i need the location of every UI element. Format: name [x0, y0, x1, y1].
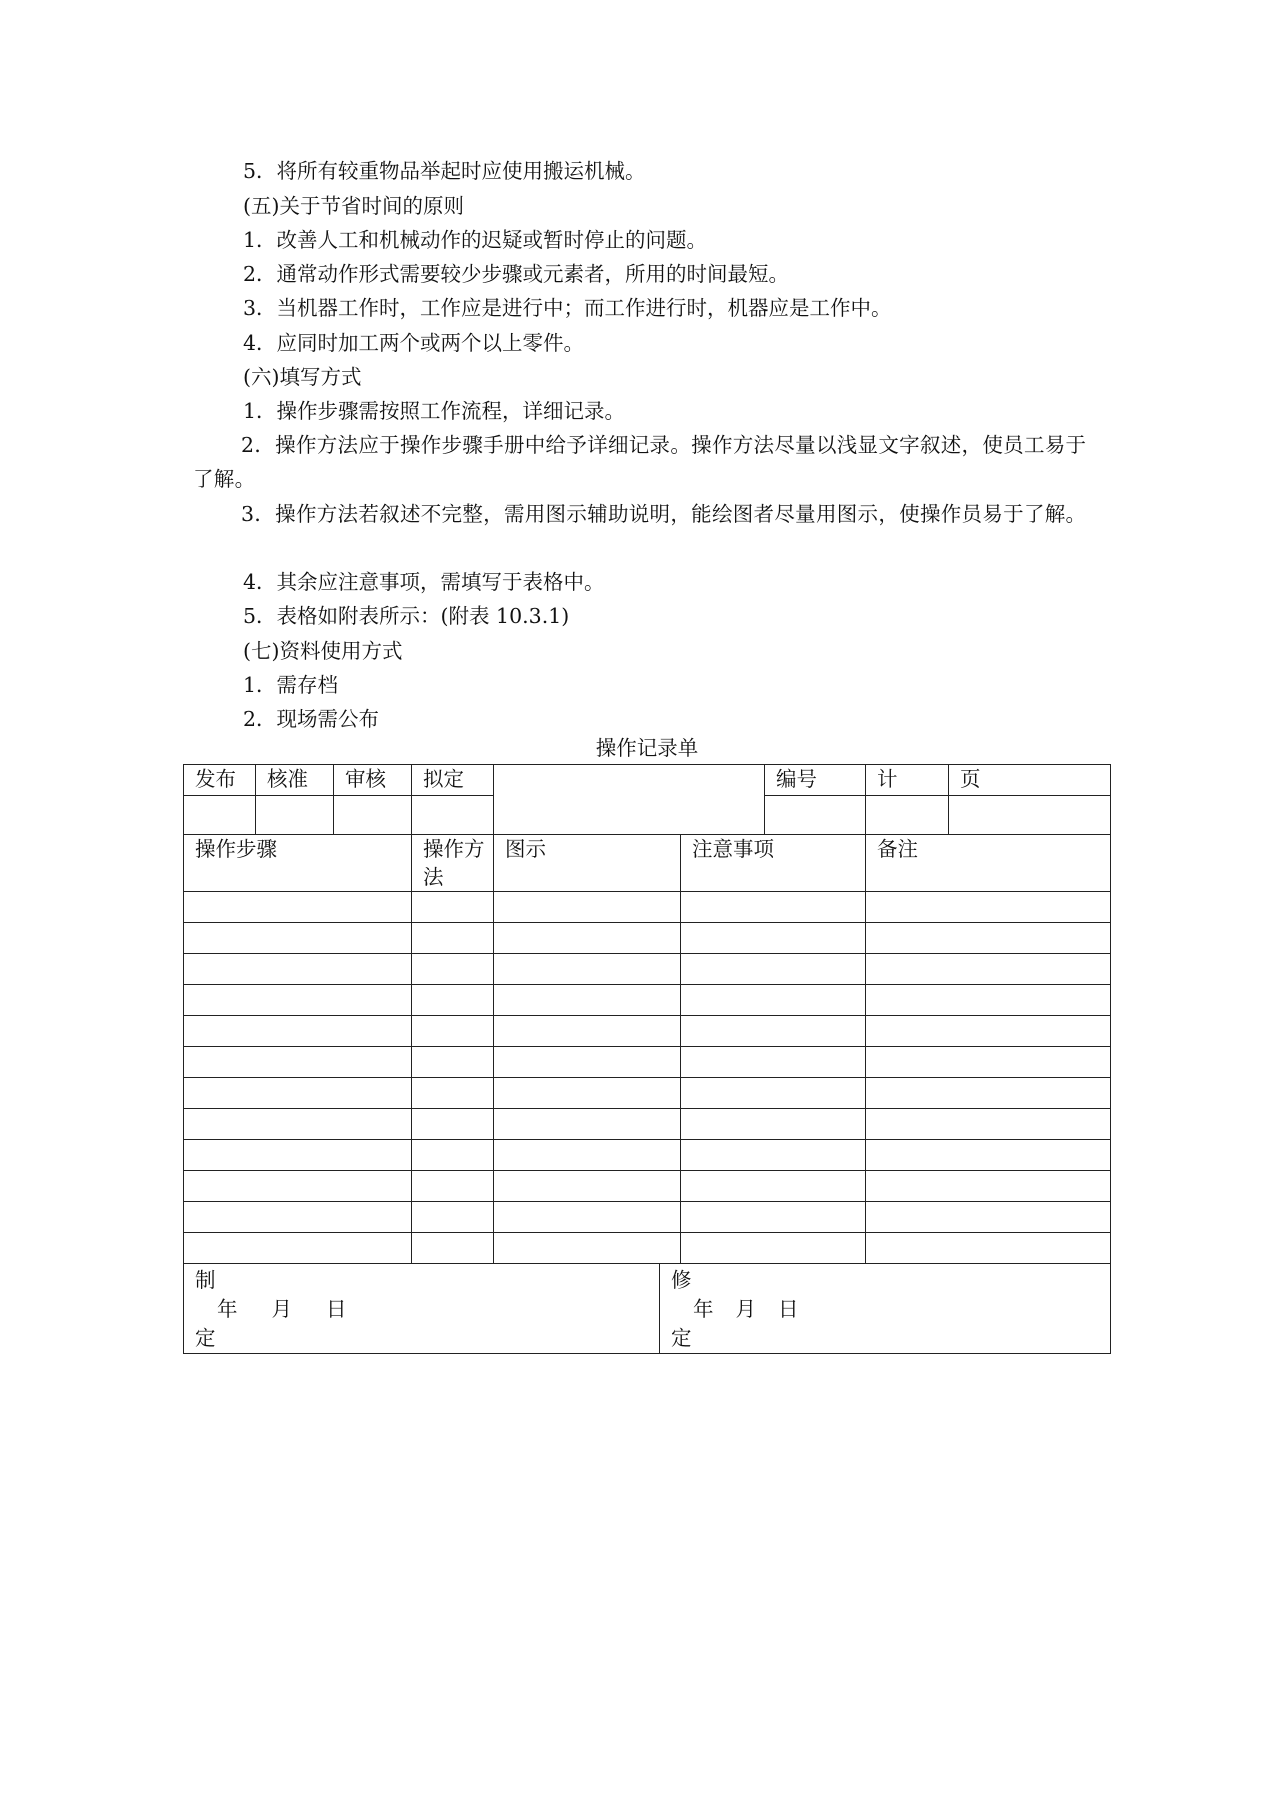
- year-label: 年: [693, 1297, 714, 1321]
- number-label: 编号: [765, 765, 866, 796]
- table-cell[interactable]: [866, 1171, 1111, 1202]
- table-cell[interactable]: [412, 1078, 494, 1109]
- table-cell[interactable]: [494, 1016, 681, 1047]
- table-cell[interactable]: [494, 1047, 681, 1078]
- table-cell[interactable]: [681, 1233, 866, 1264]
- column-header-notes: 注意事项: [681, 835, 866, 892]
- table-row: [184, 954, 1111, 985]
- signature-footer-row: [184, 1264, 1111, 1354]
- form-title: 操作记录单: [595, 736, 699, 760]
- column-header-steps: 操作步骤: [184, 835, 412, 892]
- table-cell[interactable]: [494, 923, 681, 954]
- table-cell[interactable]: [184, 1109, 412, 1140]
- table-cell[interactable]: [412, 1047, 494, 1078]
- paragraph: 1．操作步骤需按照工作流程，详细记录。: [243, 399, 626, 423]
- month-label: 月: [271, 1297, 292, 1321]
- table-cell[interactable]: [412, 892, 494, 923]
- table-cell[interactable]: [184, 1078, 412, 1109]
- table-cell[interactable]: [412, 1109, 494, 1140]
- table-row: [184, 1078, 1111, 1109]
- table-row: [184, 1171, 1111, 1202]
- table-cell[interactable]: [681, 892, 866, 923]
- table-cell[interactable]: [681, 985, 866, 1016]
- table-cell[interactable]: [681, 923, 866, 954]
- revised-label-top: 修: [671, 1268, 692, 1292]
- approval-header-publish: 发布: [184, 765, 256, 796]
- table-cell[interactable]: [681, 1140, 866, 1171]
- table-cell[interactable]: [184, 1047, 412, 1078]
- section-heading: (六)填写方式: [243, 365, 362, 389]
- paragraph: 2．操作方法应于操作步骤手册中给予详细记录。操作方法尽量以浅显文字叙述，使员工易于了解。: [193, 433, 1087, 491]
- paragraph: 1．改善人工和机械动作的迟疑或暂时停止的问题。: [243, 228, 708, 252]
- table-cell[interactable]: [866, 1047, 1111, 1078]
- approval-header-approve: 核准: [256, 765, 334, 796]
- table-cell[interactable]: [681, 1171, 866, 1202]
- sign-cell-draft[interactable]: [412, 796, 494, 835]
- table-cell[interactable]: [681, 1078, 866, 1109]
- table-row: [184, 1047, 1111, 1078]
- paragraph: 3．当机器工作时，工作应是进行中；而工作进行时，机器应是工作中。: [243, 296, 892, 320]
- section-heading: (五)关于节省时间的原则: [243, 194, 464, 218]
- day-label: 日: [778, 1297, 799, 1321]
- table-cell[interactable]: [412, 1016, 494, 1047]
- paragraph: 2．现场需公布: [243, 707, 380, 731]
- approval-header-row: [184, 765, 1111, 796]
- column-header-method: 操作方法: [412, 835, 494, 892]
- table-cell[interactable]: [184, 1140, 412, 1171]
- table-cell[interactable]: [184, 1016, 412, 1047]
- paragraph: 4．其余应注意事项，需填写于表格中。: [243, 570, 605, 594]
- table-cell[interactable]: [412, 923, 494, 954]
- table-row: [184, 1109, 1111, 1140]
- operation-record-form: [183, 764, 1111, 1354]
- table-cell[interactable]: [866, 1016, 1111, 1047]
- month-label: 月: [735, 1297, 756, 1321]
- prepared-date: [195, 1295, 659, 1324]
- table-cell[interactable]: [866, 1078, 1111, 1109]
- paragraph: 4．应同时加工两个或两个以上零件。: [243, 331, 585, 355]
- table-row: [184, 1202, 1111, 1233]
- day-label: 日: [326, 1297, 347, 1321]
- table-cell[interactable]: [184, 892, 412, 923]
- paragraph: 5．将所有较重物品举起时应使用搬运机械。: [243, 159, 646, 183]
- total-value-cell[interactable]: [866, 796, 949, 835]
- number-value-cell[interactable]: [765, 796, 866, 835]
- table-cell[interactable]: [412, 1202, 494, 1233]
- table-row: [184, 1016, 1111, 1047]
- sign-cell-publish[interactable]: [184, 796, 256, 835]
- paragraph: 3．操作方法若叙述不完整，需用图示辅助说明，能绘图者尽量用图示，使操作员易于了解。: [241, 502, 1087, 526]
- table-cell[interactable]: [184, 923, 412, 954]
- revised-by-cell[interactable]: [660, 1264, 1111, 1354]
- table-row: [184, 985, 1111, 1016]
- table-cell[interactable]: [184, 954, 412, 985]
- form-info-blank: [494, 765, 765, 835]
- table-cell[interactable]: [681, 1016, 866, 1047]
- paragraph: 1．需存档: [243, 673, 339, 697]
- paragraph: 2．通常动作形式需要较少步骤或元素者，所用的时间最短。: [243, 262, 790, 286]
- table-cell[interactable]: [866, 954, 1111, 985]
- table-cell[interactable]: [412, 985, 494, 1016]
- table-cell[interactable]: [184, 1202, 412, 1233]
- table-cell[interactable]: [494, 892, 681, 923]
- table-row: [184, 892, 1111, 923]
- table-cell[interactable]: [494, 1233, 681, 1264]
- paragraph: 5．表格如附表所示：(附表 10.3.1): [243, 604, 570, 628]
- table-cell[interactable]: [412, 1140, 494, 1171]
- table-cell[interactable]: [494, 1202, 681, 1233]
- page-value-cell[interactable]: [949, 796, 1111, 835]
- page-label: 页: [949, 765, 1111, 796]
- table-cell[interactable]: [184, 1233, 412, 1264]
- table-cell[interactable]: [494, 954, 681, 985]
- table-cell[interactable]: [412, 1233, 494, 1264]
- table-cell[interactable]: [184, 1171, 412, 1202]
- table-cell[interactable]: [681, 1202, 866, 1233]
- table-row: [184, 923, 1111, 954]
- column-header-row: [184, 835, 1111, 892]
- approval-header-draft: 拟定: [412, 765, 494, 796]
- table-cell[interactable]: [681, 954, 866, 985]
- section-heading: (七)资料使用方式: [243, 639, 403, 663]
- prepared-label-top: 制: [195, 1268, 216, 1292]
- table-cell[interactable]: [412, 1171, 494, 1202]
- table-cell[interactable]: [866, 1140, 1111, 1171]
- table-cell[interactable]: [494, 1171, 681, 1202]
- column-header-remarks: 备注: [866, 835, 1111, 892]
- table-cell[interactable]: [681, 1047, 866, 1078]
- table-cell[interactable]: [494, 1078, 681, 1109]
- table-cell[interactable]: [412, 954, 494, 985]
- table-cell[interactable]: [866, 892, 1111, 923]
- table-cell[interactable]: [494, 1109, 681, 1140]
- sign-cell-review[interactable]: [334, 796, 412, 835]
- sign-cell-approve[interactable]: [256, 796, 334, 835]
- table-cell[interactable]: [494, 985, 681, 1016]
- table-cell[interactable]: [866, 923, 1111, 954]
- table-cell[interactable]: [681, 1109, 866, 1140]
- table-row: [184, 1140, 1111, 1171]
- table-cell[interactable]: [866, 1233, 1111, 1264]
- table-cell[interactable]: [866, 1109, 1111, 1140]
- total-label: 计: [866, 765, 949, 796]
- table-cell[interactable]: [184, 985, 412, 1016]
- revised-label-bottom: 定: [671, 1326, 692, 1350]
- approval-header-review: 审核: [334, 765, 412, 796]
- year-label: 年: [217, 1297, 238, 1321]
- column-header-diagram: 图示: [494, 835, 681, 892]
- revised-date: [671, 1295, 1110, 1324]
- prepared-by-cell[interactable]: [184, 1264, 660, 1354]
- table-cell[interactable]: [866, 985, 1111, 1016]
- table-row: [184, 1233, 1111, 1264]
- prepared-label-bottom: 定: [195, 1326, 216, 1350]
- table-cell[interactable]: [494, 1140, 681, 1171]
- table-cell[interactable]: [866, 1202, 1111, 1233]
